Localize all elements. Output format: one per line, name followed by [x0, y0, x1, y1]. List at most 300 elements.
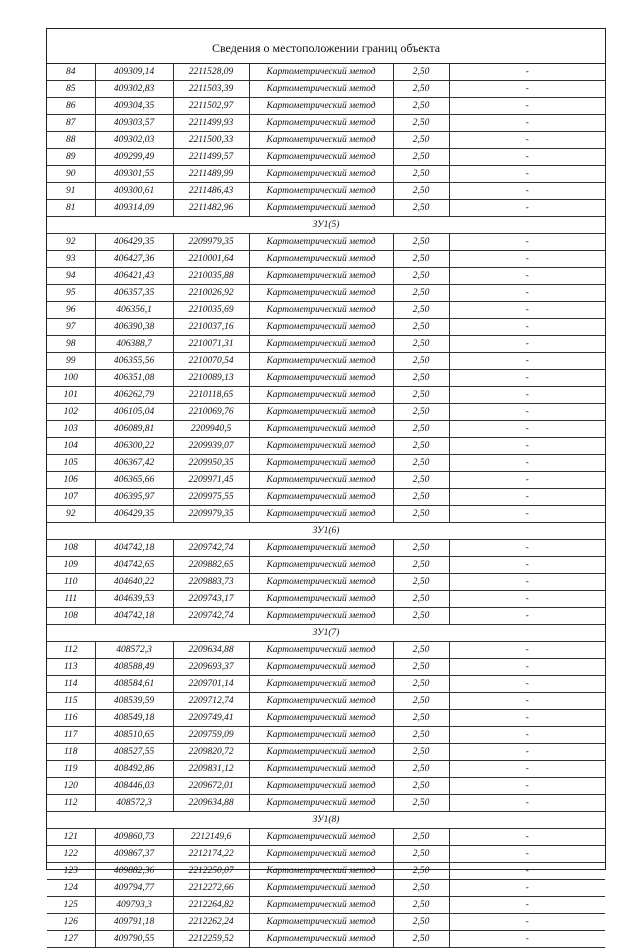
precision-cell: 2,50: [393, 608, 449, 625]
description-cell: -: [449, 234, 605, 251]
y-coordinate-cell: 2211499,93: [173, 115, 249, 132]
x-coordinate-cell: 409314,09: [95, 200, 173, 217]
x-coordinate-cell: 409793,3: [95, 897, 173, 914]
y-coordinate-cell: 2209971,45: [173, 472, 249, 489]
table-row: [47, 557, 605, 574]
method-cell: Картометрический метод: [249, 319, 393, 336]
x-coordinate-cell: 409794,77: [95, 880, 173, 897]
y-coordinate-cell: 2212174,22: [173, 846, 249, 863]
x-coordinate-cell: 406429,35: [95, 234, 173, 251]
description-cell: -: [449, 710, 605, 727]
table-row: [47, 914, 605, 931]
method-cell: Картометрический метод: [249, 200, 393, 217]
x-coordinate-cell: 404742,65: [95, 557, 173, 574]
y-coordinate-cell: 2212264,82: [173, 897, 249, 914]
y-coordinate-cell: 2209831,12: [173, 761, 249, 778]
table-row: [47, 761, 605, 778]
y-coordinate-cell: 2209634,88: [173, 795, 249, 812]
section-row: [47, 625, 605, 642]
precision-cell: 2,50: [393, 438, 449, 455]
table-row: [47, 744, 605, 761]
table-row: [47, 489, 605, 506]
point-number-cell: 90: [47, 166, 95, 183]
precision-cell: 2,50: [393, 642, 449, 659]
x-coordinate-cell: 406367,42: [95, 455, 173, 472]
table-row: [47, 574, 605, 591]
x-coordinate-cell: 408446,03: [95, 778, 173, 795]
description-cell: -: [449, 98, 605, 115]
precision-cell: 2,50: [393, 795, 449, 812]
method-cell: Картометрический метод: [249, 251, 393, 268]
y-coordinate-cell: 2211489,99: [173, 166, 249, 183]
description-cell: -: [449, 761, 605, 778]
table-row: [47, 251, 605, 268]
y-coordinate-cell: 2211502,97: [173, 98, 249, 115]
point-number-cell: 84: [47, 64, 95, 81]
method-cell: Картометрический метод: [249, 285, 393, 302]
precision-cell: 2,50: [393, 98, 449, 115]
x-coordinate-cell: 408584,61: [95, 676, 173, 693]
description-cell: -: [449, 914, 605, 931]
method-cell: Картометрический метод: [249, 761, 393, 778]
precision-cell: 2,50: [393, 64, 449, 81]
table-row: [47, 98, 605, 115]
x-coordinate-cell: 409860,73: [95, 829, 173, 846]
description-cell: -: [449, 438, 605, 455]
precision-cell: 2,50: [393, 489, 449, 506]
point-number-cell: 94: [47, 268, 95, 285]
x-coordinate-cell: 406365,66: [95, 472, 173, 489]
table-row: [47, 710, 605, 727]
description-cell: -: [449, 421, 605, 438]
y-coordinate-cell: 2210071,31: [173, 336, 249, 353]
point-number-cell: 124: [47, 880, 95, 897]
point-number-cell: 112: [47, 642, 95, 659]
method-cell: Картометрический метод: [249, 710, 393, 727]
description-cell: -: [449, 166, 605, 183]
table-row: [47, 591, 605, 608]
table-row: [47, 421, 605, 438]
y-coordinate-cell: 2211482,96: [173, 200, 249, 217]
y-coordinate-cell: 2209940,5: [173, 421, 249, 438]
method-cell: Картометрический метод: [249, 98, 393, 115]
method-cell: Картометрический метод: [249, 387, 393, 404]
x-coordinate-cell: 406421,43: [95, 268, 173, 285]
description-cell: -: [449, 387, 605, 404]
y-coordinate-cell: 2211528,09: [173, 64, 249, 81]
precision-cell: 2,50: [393, 149, 449, 166]
x-coordinate-cell: 409303,57: [95, 115, 173, 132]
y-coordinate-cell: 2209882,65: [173, 557, 249, 574]
table-row: [47, 880, 605, 897]
point-number-cell: 91: [47, 183, 95, 200]
point-number-cell: 110: [47, 574, 95, 591]
method-cell: Картометрический метод: [249, 829, 393, 846]
y-coordinate-cell: 2209939,07: [173, 438, 249, 455]
method-cell: Картометрический метод: [249, 540, 393, 557]
table-row: [47, 676, 605, 693]
table-row: [47, 506, 605, 523]
precision-cell: 2,50: [393, 404, 449, 421]
y-coordinate-cell: 2212149,6: [173, 829, 249, 846]
precision-cell: 2,50: [393, 421, 449, 438]
description-cell: -: [449, 557, 605, 574]
point-number-cell: 92: [47, 506, 95, 523]
point-number-cell: 81: [47, 200, 95, 217]
x-coordinate-cell: 406089,81: [95, 421, 173, 438]
x-coordinate-cell: 408492,86: [95, 761, 173, 778]
precision-cell: 2,50: [393, 166, 449, 183]
method-cell: Картометрический метод: [249, 489, 393, 506]
description-cell: -: [449, 659, 605, 676]
y-coordinate-cell: 2211499,57: [173, 149, 249, 166]
description-cell: -: [449, 608, 605, 625]
method-cell: Картометрический метод: [249, 149, 393, 166]
table-row: [47, 642, 605, 659]
table-row: [47, 404, 605, 421]
method-cell: Картометрический метод: [249, 795, 393, 812]
x-coordinate-cell: 409301,55: [95, 166, 173, 183]
point-number-cell: 106: [47, 472, 95, 489]
y-coordinate-cell: 2209749,41: [173, 710, 249, 727]
point-number-cell: 108: [47, 540, 95, 557]
x-coordinate-cell: 406351,08: [95, 370, 173, 387]
point-number-cell: 108: [47, 608, 95, 625]
table-row: [47, 778, 605, 795]
y-coordinate-cell: 2209883,73: [173, 574, 249, 591]
precision-cell: 2,50: [393, 353, 449, 370]
x-coordinate-cell: 408588,49: [95, 659, 173, 676]
x-coordinate-cell: 404742,18: [95, 608, 173, 625]
precision-cell: 2,50: [393, 744, 449, 761]
x-coordinate-cell: 406390,38: [95, 319, 173, 336]
point-number-cell: 117: [47, 727, 95, 744]
point-number-cell: 122: [47, 846, 95, 863]
precision-cell: 2,50: [393, 115, 449, 132]
method-cell: Картометрический метод: [249, 404, 393, 421]
method-cell: Картометрический метод: [249, 727, 393, 744]
table-row: [47, 897, 605, 914]
table-row: [47, 353, 605, 370]
precision-cell: 2,50: [393, 455, 449, 472]
method-cell: Картометрический метод: [249, 183, 393, 200]
point-number-cell: 97: [47, 319, 95, 336]
y-coordinate-cell: 2210089,13: [173, 370, 249, 387]
point-number-cell: 119: [47, 761, 95, 778]
coordinates-table: [47, 64, 605, 948]
description-cell: -: [449, 863, 605, 880]
method-cell: Картометрический метод: [249, 931, 393, 948]
table-row: [47, 829, 605, 846]
precision-cell: 2,50: [393, 234, 449, 251]
x-coordinate-cell: 408572,3: [95, 795, 173, 812]
point-number-cell: 88: [47, 132, 95, 149]
method-cell: Картометрический метод: [249, 591, 393, 608]
description-cell: -: [449, 880, 605, 897]
precision-cell: 2,50: [393, 183, 449, 200]
x-coordinate-cell: 406105,04: [95, 404, 173, 421]
description-cell: -: [449, 931, 605, 948]
point-number-cell: 92: [47, 234, 95, 251]
precision-cell: 2,50: [393, 336, 449, 353]
x-coordinate-cell: 409304,35: [95, 98, 173, 115]
point-number-cell: 112: [47, 795, 95, 812]
table-row: [47, 846, 605, 863]
y-coordinate-cell: 2209950,35: [173, 455, 249, 472]
method-cell: Картометрический метод: [249, 64, 393, 81]
table-row: [47, 234, 605, 251]
method-cell: Картометрический метод: [249, 370, 393, 387]
description-cell: -: [449, 455, 605, 472]
precision-cell: 2,50: [393, 268, 449, 285]
precision-cell: 2,50: [393, 761, 449, 778]
y-coordinate-cell: 2212259,52: [173, 931, 249, 948]
method-cell: Картометрический метод: [249, 574, 393, 591]
method-cell: Картометрический метод: [249, 353, 393, 370]
method-cell: Картометрический метод: [249, 455, 393, 472]
point-number-cell: 121: [47, 829, 95, 846]
section-row: [47, 523, 605, 540]
precision-cell: 2,50: [393, 285, 449, 302]
precision-cell: 2,50: [393, 931, 449, 948]
x-coordinate-cell: 406262,79: [95, 387, 173, 404]
description-cell: -: [449, 302, 605, 319]
x-coordinate-cell: 409302,03: [95, 132, 173, 149]
section-row: [47, 812, 605, 829]
description-cell: -: [449, 64, 605, 81]
y-coordinate-cell: 2209820,72: [173, 744, 249, 761]
point-number-cell: 118: [47, 744, 95, 761]
precision-cell: 2,50: [393, 914, 449, 931]
method-cell: Картометрический метод: [249, 744, 393, 761]
point-number-cell: 127: [47, 931, 95, 948]
method-cell: Картометрический метод: [249, 336, 393, 353]
point-number-cell: 98: [47, 336, 95, 353]
precision-cell: 2,50: [393, 472, 449, 489]
method-cell: Картометрический метод: [249, 778, 393, 795]
x-coordinate-cell: 406355,56: [95, 353, 173, 370]
point-number-cell: 96: [47, 302, 95, 319]
x-coordinate-cell: 409882,36: [95, 863, 173, 880]
y-coordinate-cell: 2210035,69: [173, 302, 249, 319]
method-cell: Картометрический метод: [249, 642, 393, 659]
precision-cell: 2,50: [393, 829, 449, 846]
description-cell: -: [449, 591, 605, 608]
description-cell: -: [449, 115, 605, 132]
y-coordinate-cell: 2212262,24: [173, 914, 249, 931]
section-label: ЗУ1(7): [47, 625, 605, 642]
precision-cell: 2,50: [393, 557, 449, 574]
description-cell: -: [449, 846, 605, 863]
description-cell: -: [449, 506, 605, 523]
method-cell: Картометрический метод: [249, 234, 393, 251]
precision-cell: 2,50: [393, 693, 449, 710]
method-cell: Картометрический метод: [249, 115, 393, 132]
method-cell: Картометрический метод: [249, 897, 393, 914]
precision-cell: 2,50: [393, 319, 449, 336]
y-coordinate-cell: 2211500,33: [173, 132, 249, 149]
point-number-cell: 114: [47, 676, 95, 693]
x-coordinate-cell: 406427,36: [95, 251, 173, 268]
y-coordinate-cell: 2209712,74: [173, 693, 249, 710]
method-cell: Картометрический метод: [249, 676, 393, 693]
description-cell: -: [449, 897, 605, 914]
y-coordinate-cell: 2210037,16: [173, 319, 249, 336]
description-cell: -: [449, 693, 605, 710]
precision-cell: 2,50: [393, 880, 449, 897]
point-number-cell: 95: [47, 285, 95, 302]
table-row: [47, 336, 605, 353]
y-coordinate-cell: 2209759,09: [173, 727, 249, 744]
y-coordinate-cell: 2211486,43: [173, 183, 249, 200]
y-coordinate-cell: 2210001,64: [173, 251, 249, 268]
table-row: [47, 268, 605, 285]
description-cell: -: [449, 540, 605, 557]
precision-cell: 2,50: [393, 863, 449, 880]
precision-cell: 2,50: [393, 659, 449, 676]
x-coordinate-cell: 406429,35: [95, 506, 173, 523]
precision-cell: 2,50: [393, 540, 449, 557]
method-cell: Картометрический метод: [249, 693, 393, 710]
point-number-cell: 99: [47, 353, 95, 370]
description-cell: -: [449, 200, 605, 217]
x-coordinate-cell: 409309,14: [95, 64, 173, 81]
precision-cell: 2,50: [393, 778, 449, 795]
table-row: [47, 693, 605, 710]
table-row: [47, 472, 605, 489]
table-row: [47, 659, 605, 676]
precision-cell: 2,50: [393, 846, 449, 863]
y-coordinate-cell: 2209742,74: [173, 608, 249, 625]
x-coordinate-cell: 406388,7: [95, 336, 173, 353]
x-coordinate-cell: 409867,37: [95, 846, 173, 863]
point-number-cell: 123: [47, 863, 95, 880]
table-row: [47, 863, 605, 880]
point-number-cell: 87: [47, 115, 95, 132]
x-coordinate-cell: 409299,49: [95, 149, 173, 166]
point-number-cell: 115: [47, 693, 95, 710]
point-number-cell: 103: [47, 421, 95, 438]
point-number-cell: 104: [47, 438, 95, 455]
section-row: [47, 217, 605, 234]
table-row: [47, 438, 605, 455]
table-row: [47, 370, 605, 387]
description-cell: -: [449, 132, 605, 149]
point-number-cell: 116: [47, 710, 95, 727]
x-coordinate-cell: 408549,18: [95, 710, 173, 727]
table-row: [47, 540, 605, 557]
precision-cell: 2,50: [393, 200, 449, 217]
coordinates-table-body: [47, 64, 605, 948]
description-cell: -: [449, 251, 605, 268]
description-cell: -: [449, 336, 605, 353]
method-cell: Картометрический метод: [249, 863, 393, 880]
description-cell: -: [449, 829, 605, 846]
table-row: [47, 115, 605, 132]
x-coordinate-cell: 409302,83: [95, 81, 173, 98]
table-row: [47, 64, 605, 81]
precision-cell: 2,50: [393, 370, 449, 387]
method-cell: Картометрический метод: [249, 608, 393, 625]
description-cell: -: [449, 574, 605, 591]
table-row: [47, 200, 605, 217]
method-cell: Картометрический метод: [249, 81, 393, 98]
description-cell: -: [449, 744, 605, 761]
point-number-cell: 120: [47, 778, 95, 795]
description-cell: -: [449, 778, 605, 795]
y-coordinate-cell: 2209975,55: [173, 489, 249, 506]
section-label: ЗУ1(8): [47, 812, 605, 829]
y-coordinate-cell: 2209634,88: [173, 642, 249, 659]
table-row: [47, 302, 605, 319]
description-cell: -: [449, 472, 605, 489]
precision-cell: 2,50: [393, 81, 449, 98]
description-cell: -: [449, 489, 605, 506]
method-cell: Картометрический метод: [249, 132, 393, 149]
method-cell: Картометрический метод: [249, 846, 393, 863]
point-number-cell: 101: [47, 387, 95, 404]
method-cell: Картометрический метод: [249, 438, 393, 455]
point-number-cell: 89: [47, 149, 95, 166]
section-label: ЗУ1(6): [47, 523, 605, 540]
document-title: Сведения о местоположении границ объекта: [47, 29, 605, 64]
document-frame: [46, 28, 606, 944]
method-cell: Картометрический метод: [249, 914, 393, 931]
y-coordinate-cell: 2210035,88: [173, 268, 249, 285]
method-cell: Картометрический метод: [249, 506, 393, 523]
description-cell: -: [449, 727, 605, 744]
precision-cell: 2,50: [393, 506, 449, 523]
y-coordinate-cell: 2210070,54: [173, 353, 249, 370]
y-coordinate-cell: 2212250,07: [173, 863, 249, 880]
table-row: [47, 81, 605, 98]
point-number-cell: 107: [47, 489, 95, 506]
y-coordinate-cell: 2209979,35: [173, 506, 249, 523]
point-number-cell: 102: [47, 404, 95, 421]
precision-cell: 2,50: [393, 574, 449, 591]
x-coordinate-cell: 409300,61: [95, 183, 173, 200]
x-coordinate-cell: 409791,18: [95, 914, 173, 931]
description-cell: -: [449, 149, 605, 166]
point-number-cell: 126: [47, 914, 95, 931]
y-coordinate-cell: 2209742,74: [173, 540, 249, 557]
description-cell: -: [449, 319, 605, 336]
x-coordinate-cell: 404639,53: [95, 591, 173, 608]
y-coordinate-cell: 2210026,92: [173, 285, 249, 302]
description-cell: -: [449, 795, 605, 812]
precision-cell: 2,50: [393, 727, 449, 744]
x-coordinate-cell: 408527,55: [95, 744, 173, 761]
method-cell: Картометрический метод: [249, 472, 393, 489]
description-cell: -: [449, 183, 605, 200]
point-number-cell: 85: [47, 81, 95, 98]
table-row: [47, 166, 605, 183]
method-cell: Картометрический метод: [249, 166, 393, 183]
precision-cell: 2,50: [393, 676, 449, 693]
description-cell: -: [449, 81, 605, 98]
description-cell: -: [449, 370, 605, 387]
x-coordinate-cell: 406300,22: [95, 438, 173, 455]
x-coordinate-cell: 406357,35: [95, 285, 173, 302]
table-row: [47, 132, 605, 149]
section-label: ЗУ1(5): [47, 217, 605, 234]
y-coordinate-cell: 2209701,14: [173, 676, 249, 693]
description-cell: -: [449, 642, 605, 659]
method-cell: Картометрический метод: [249, 302, 393, 319]
x-coordinate-cell: 409790,55: [95, 931, 173, 948]
table-row: [47, 149, 605, 166]
point-number-cell: 109: [47, 557, 95, 574]
